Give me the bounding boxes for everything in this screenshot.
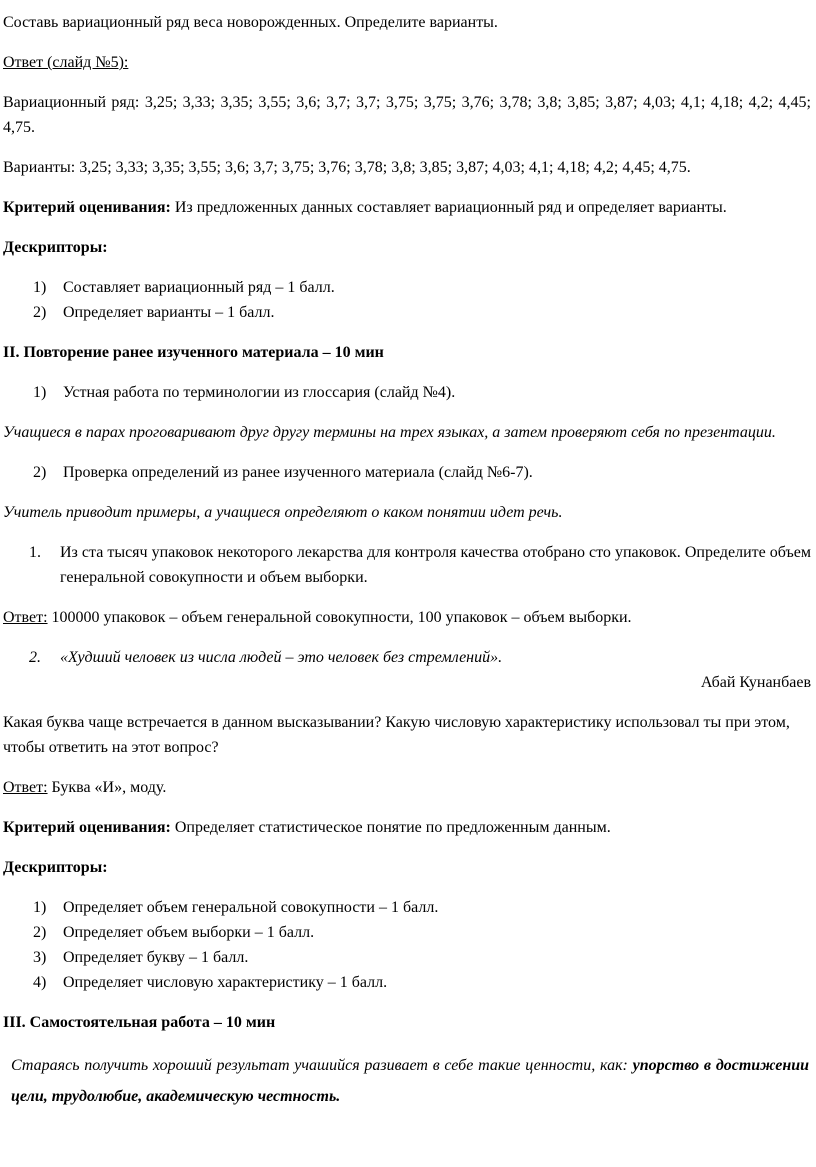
- variation-series-paragraph: [3, 90, 811, 140]
- teacher-note-text: Учитель приводит примеры, а учащиеся определяют о каком понятии идет речь.: [3, 504, 563, 521]
- descriptors1-heading-text: Дескрипторы:: [3, 239, 108, 256]
- answer-label: Ответ:: [3, 779, 48, 796]
- variation-series-values: 3,25; 3,33; 3,35; 3,55; 3,6; 3,7; 3,7; 3,75; 3,75; 3,76; 3,78; 3,8; 3,85; 3,87; 4,03; 4,1; 4,18; 4,2; 4,45; 4,75.: [3, 94, 811, 136]
- values-note-bold: упорство в достижении цели, трудолюбие, академическую честность.: [11, 1057, 810, 1105]
- sampling-task-item: [29, 540, 811, 590]
- section3-heading-text: III. Самостоятельная работа – 10 мин: [3, 1014, 276, 1031]
- list-item: [33, 945, 811, 970]
- answer-slide5-label: Ответ (слайд №5):: [3, 54, 129, 71]
- quote-block: [3, 645, 811, 695]
- letter-question-text: Какая буква чаще встречается в данном высказывании? Какую числовую характеристику использовал ты при этом, чтобы ответить на этот вопрос?: [3, 714, 790, 756]
- pairs-note-paragraph: [3, 420, 811, 445]
- values-note-paragraph: [3, 1050, 811, 1112]
- variation-series-label: Вариационный ряд:: [3, 94, 140, 111]
- list-item: [33, 895, 811, 920]
- task-intro-paragraph: [3, 10, 811, 35]
- quote-item: [29, 645, 811, 670]
- criteria1-paragraph: [3, 195, 811, 220]
- list-item-text: Проверка определений из ранее изученного материала (слайд №6-7).: [63, 464, 533, 481]
- list-item-text: Определяет варианты – 1 балл.: [63, 304, 275, 321]
- list-marker: 2): [33, 464, 47, 481]
- letter-answer-paragraph: [3, 775, 811, 800]
- criteria2-paragraph: [3, 815, 811, 840]
- task-intro-text: Составь вариационный ряд веса новорожденных. Определите варианты.: [3, 14, 498, 31]
- variants-label: Варианты:: [3, 159, 76, 176]
- descriptors1-list: [3, 275, 811, 325]
- answer-label: Ответ:: [3, 609, 48, 626]
- list-item-text: Определяет объем генеральной совокупности – 1 балл.: [63, 899, 439, 916]
- descriptors2-list: [3, 895, 811, 995]
- criteria1-label: Критерий оценивания:: [3, 199, 171, 216]
- variants-values: 3,25; 3,33; 3,35; 3,55; 3,6; 3,7; 3,75; 3,76; 3,78; 3,8; 3,85; 3,87; 4,03; 4,1; 4,18; 4,2; 4,45; 4,75.: [79, 159, 691, 176]
- definitions-check-item: [33, 460, 811, 485]
- oral-work-item: [33, 380, 811, 405]
- list-item-text: Определяет числовую характеристику – 1 балл.: [63, 974, 388, 991]
- variants-paragraph: [3, 155, 811, 180]
- list-item-text: Составляет вариационный ряд – 1 балл.: [63, 279, 335, 296]
- list-marker: 1): [33, 899, 47, 916]
- list-marker: 4): [33, 974, 47, 991]
- sampling-answer-paragraph: [3, 605, 811, 630]
- list-marker: 2.: [29, 649, 41, 666]
- list-item-text: Из ста тысяч упаковок некоторого лекарства для контроля качества отобрано сто упаковок. Определите объем генеральной совокупности и объем выборки.: [60, 544, 811, 586]
- section2-heading-text: II. Повторение ранее изученного материала – 10 мин: [3, 344, 384, 361]
- criteria2-text: Определяет статистическое понятие по предложенным данным.: [174, 819, 611, 836]
- list-item-text: Устная работа по терминологии из глоссария (слайд №4).: [63, 384, 456, 401]
- list-marker: 2): [33, 304, 47, 321]
- list-marker: 2): [33, 924, 47, 941]
- descriptors2-heading: [3, 855, 811, 880]
- letter-question-paragraph: [3, 710, 811, 760]
- pairs-note-text: Учащиеся в парах проговаривают друг другу термины на трех языках, а затем проверяют себя по презентации.: [3, 424, 776, 441]
- list-item: [33, 300, 811, 325]
- values-note-regular: Стараясь получить хороший результат учашийся разивает в себе такие ценности, как:: [11, 1057, 633, 1074]
- criteria2-label: Критерий оценивания:: [3, 819, 171, 836]
- quote-attribution: Абай Кунанбаев: [700, 674, 811, 691]
- descriptors1-heading: [3, 235, 811, 260]
- section2-heading: [3, 340, 811, 365]
- list-item-text: Определяет букву – 1 балл.: [63, 949, 249, 966]
- answer-text: 100000 упаковок – объем генеральной совокупности, 100 упаковок – объем выборки.: [51, 609, 632, 626]
- list-item: [33, 920, 811, 945]
- teacher-note-paragraph: [3, 500, 811, 525]
- list-marker: 1): [33, 279, 47, 296]
- quote-text: «Худший человек из числа людей – это человек без стремлений».: [60, 649, 503, 666]
- section3-heading: [3, 1010, 811, 1035]
- answer-slide5-heading: [3, 50, 811, 75]
- answer-text: Буква «И», моду.: [51, 779, 167, 796]
- descriptors2-heading-text: Дескрипторы:: [3, 859, 108, 876]
- list-item-text: Определяет объем выборки – 1 балл.: [63, 924, 315, 941]
- list-item: [33, 970, 811, 995]
- list-marker: 1): [33, 384, 47, 401]
- criteria1-text: Из предложенных данных составляет вариационный ряд и определяет варианты.: [174, 199, 727, 216]
- list-marker: 3): [33, 949, 47, 966]
- list-item: [33, 275, 811, 300]
- list-marker: 1.: [29, 544, 41, 561]
